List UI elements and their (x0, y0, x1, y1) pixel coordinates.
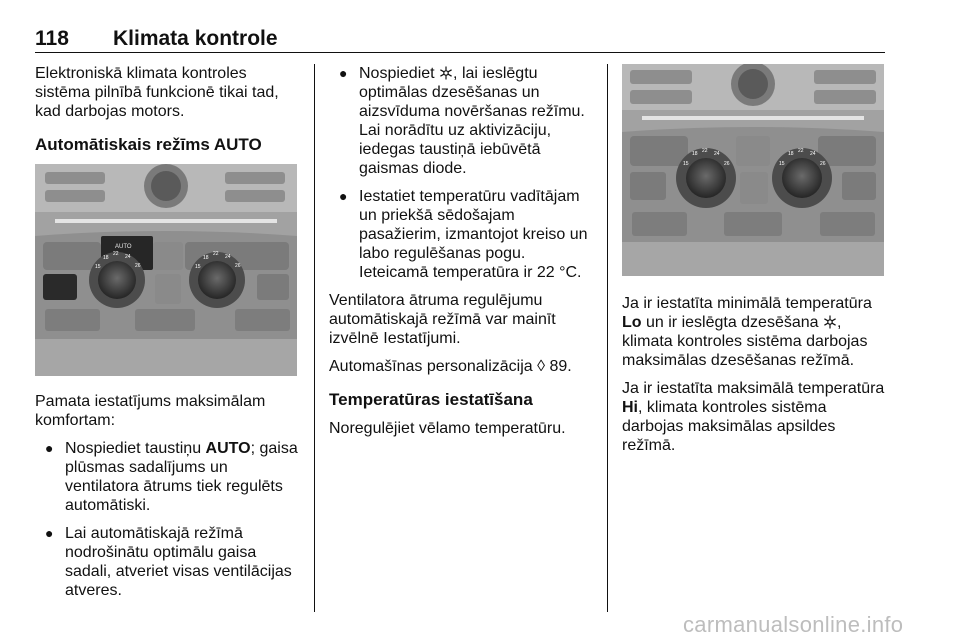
svg-text:26: 26 (135, 263, 141, 269)
high-temperature-paragraph: Ja ir iestatīta maksimālā temperatūra Hi, klimata kontroles sistēma darbojas maksimālas apsildes režīmā. (622, 380, 885, 454)
list-item: ● Nospiediet taustiņu AUTO; gaisa plūsmas sadalījums un ventilatora ātrums tiek regulēts automātiski. (45, 440, 298, 514)
section-heading-auto: Automātiskais režīms AUTO (35, 135, 262, 154)
svg-text:22: 22 (213, 251, 219, 257)
snowflake-ac-icon (439, 66, 453, 80)
bullet-dot-icon: ● (45, 525, 54, 541)
svg-text:26: 26 (235, 263, 241, 269)
svg-text:24: 24 (125, 254, 131, 260)
svg-text:18: 18 (203, 255, 209, 261)
svg-text:22: 22 (113, 251, 119, 257)
watermark: carmanualsonline.info (683, 612, 904, 637)
ac-bullet-list (329, 64, 594, 282)
climate-panel-photo-temperature (622, 64, 884, 276)
intro-paragraph: Elektroniskā klimata kontroles sistēma pilnībā funkcionē tikai tad, kad darbojas motors. (35, 65, 279, 120)
auto-keyword: AUTO (205, 440, 251, 457)
svg-text:22: 22 (702, 148, 708, 154)
svg-text:26: 26 (820, 161, 826, 167)
page-number: 118 (35, 27, 69, 50)
svg-text:15: 15 (195, 264, 201, 270)
bullet-dot-icon: ● (45, 440, 54, 456)
climate-panel-illustration (35, 164, 297, 376)
fan-speed-paragraph: Ventilatora ātruma regulējumu automātiskajā režīmā var mainīt izvēlnē Iestatījumi. (329, 292, 556, 347)
svg-text:24: 24 (225, 254, 231, 260)
svg-text:15: 15 (683, 161, 689, 167)
page-title: Klimata kontrole (113, 27, 278, 50)
svg-text:22: 22 (798, 148, 804, 154)
climate-panel-photo-auto (35, 164, 297, 376)
svg-text:24: 24 (810, 151, 816, 157)
column-2 (329, 64, 594, 447)
column-divider (607, 64, 608, 612)
bullet-dot-icon: ● (339, 188, 348, 204)
bullet-dot-icon: ● (339, 65, 348, 81)
svg-text:15: 15 (95, 264, 101, 270)
personalization-reference[interactable]: Automašīnas personalizācija ◊ 89. (329, 358, 572, 375)
svg-text:24: 24 (714, 151, 720, 157)
svg-text:18: 18 (692, 151, 698, 157)
lo-keyword: Lo (622, 314, 642, 331)
page-header (35, 27, 885, 53)
svg-text:18: 18 (103, 255, 109, 261)
list-item: ● Lai automātiskajā režīmā nodrošinātu optimālu gaisa sadali, atveriet visas ventilācijas atveres. (45, 525, 292, 599)
auto-button-label: AUTO (115, 244, 132, 250)
auto-bullet-list (35, 439, 305, 600)
section-heading-temperature: Temperatūras iestatīšana (329, 390, 533, 409)
svg-text:26: 26 (724, 161, 730, 167)
basic-setting-paragraph: Pamata iestatījums maksimālam komfortam: (35, 393, 266, 429)
hi-keyword: Hi (622, 399, 638, 416)
low-temperature-paragraph: Ja ir iestatīta minimālā temperatūra Lo un ir ieslēgta dzesēšana , klimata kontroles sistēma darbojas maksimālas dzesēšanas režīmā. (622, 295, 872, 369)
column-divider (314, 64, 315, 612)
column-1 (35, 64, 305, 609)
snowflake-ac-icon (823, 315, 837, 329)
svg-text:15: 15 (779, 161, 785, 167)
column-3 (622, 64, 892, 464)
climate-panel-illustration (622, 64, 884, 276)
set-temperature-paragraph: Noregulējiet vēlamo temperatūru. (329, 420, 566, 437)
svg-text:18: 18 (788, 151, 794, 157)
list-item: ● Nospiediet , lai ieslēgtu optimālas dzesēšanas un aizsvīduma novēršanas režīmu. Lai norādītu uz aktivizāciju, iedegas taustiņā iebūvētā gaismas diode. (339, 65, 585, 177)
recommended-temperature: Ieteicamā temperatūra ir 22 °C. (359, 264, 582, 281)
list-item: ● Iestatiet temperatūru vadītājam un priekšā sēdošajam pasažierim, izmantojot kreiso un labo regulēšanas pogu. Ieteicamā temperatūra ir 22 °C. (339, 188, 588, 281)
